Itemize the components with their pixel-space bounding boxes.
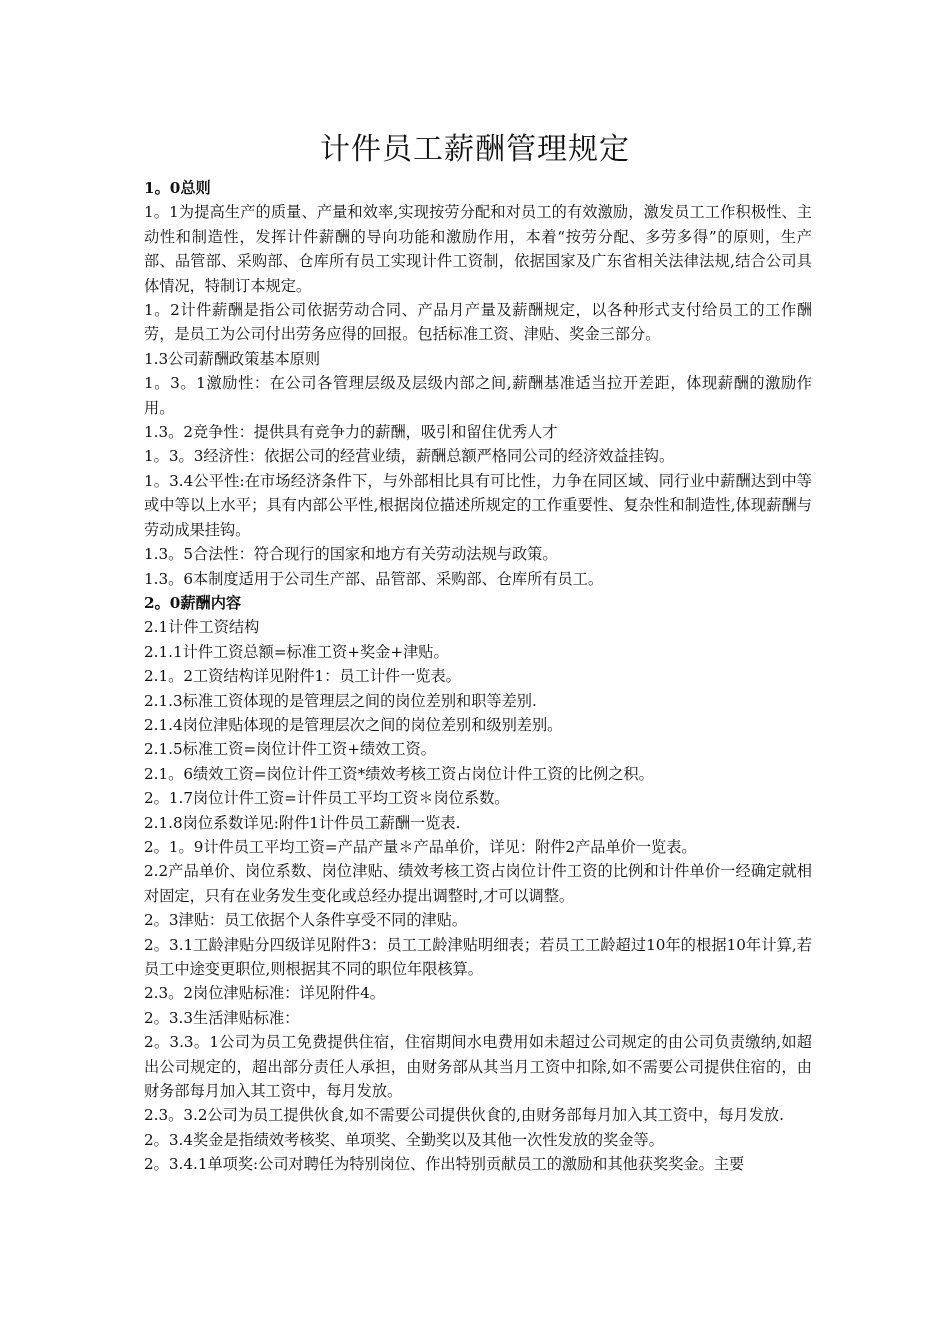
paragraph: 1。1为提高生产的质量、产量和效率,实现按劳分配和对员工的有效激励，激发员工工作积极性、主动性和制造性，发挥计件薪酬的导向功能和激励作用，本着“按劳分配、多劳多得”的原则，生产部、品管部、采购部、仓库所有员工实现计件工资制，依据国家及广东省相关法律法规,结合公司具体情况，特制订本规定。 (144, 203, 812, 295)
paragraph: 2.3。2岗位津贴标准：详见附件4。 (144, 984, 385, 1003)
paragraph: 2。3.3。1公司为员工免费提供住宿，住宿期间水电费用如未超过公司规定的由公司负责缴纳,如超出公司规定的，超出部分责任人承担，由财务部从其当月工资中扣除,如不需要公司提供住宿的，由财务部每月加入其工资中，每月发放。 (144, 1033, 812, 1101)
paragraph: 1.3公司薪酬政策基本原则 (144, 349, 321, 368)
paragraph: 2.1.4岗位津贴体现的是管理层次之间的岗位差别和级别差别。 (144, 715, 563, 734)
paragraph: 1。3。3经济性：依据公司的经营业绩，薪酬总额严格同公司的经济效益挂钩。 (144, 447, 675, 466)
section-heading: 1。0总则 (144, 179, 211, 197)
paragraph: 1.3。5合法性：符合现行的国家和地方有关劳动法规与政策。 (144, 545, 558, 564)
document-title: 计件员工薪酬管理规定 (320, 132, 630, 167)
paragraph: 2.1计件工资结构 (144, 618, 260, 637)
section-heading: 2。0薪酬内容 (144, 593, 242, 612)
paragraph: 1。3.4公平性:在市场经济条件下，与外部相比具有可比性，力争在同区域、同行业中薪酬达到中等或中等以上水平；具有内部公平性,根据岗位描述所规定的工作重要性、复杂性和制造性,体现薪酬与劳动成果挂钩。 (144, 471, 812, 539)
paragraph: 2.1。2工资结构详见附件1：员工计件一览表。 (144, 667, 461, 686)
paragraph: 1。2计件薪酬是指公司依据劳动合同、产品月产量及薪酬规定，以各种形式支付给员工的工作酬劳，是员工为公司付出劳务应得的回报。包括标准工资、津贴、奖金三部分。 (144, 301, 812, 344)
paragraph: 1.3。2竞争性：提供具有竞争力的薪酬，吸引和留住优秀人才 (144, 423, 558, 442)
paragraph: 2。3.3生活津贴标准： (144, 1008, 300, 1027)
paragraph: 2。3津贴：员工依据个人条件享受不同的津贴。 (144, 911, 468, 930)
paragraph: 2.1.3标准工资体现的是管理层之间的岗位差别和职等差别. (144, 691, 537, 710)
paragraph: 2。3.4奖金是指绩效考核奖、单项奖、全勤奖以及其他一次性发放的奖金等。 (144, 1130, 664, 1149)
paragraph: 2.1.8岗位系数详见:附件1计件员工薪酬一览表. (144, 813, 461, 832)
paragraph: 2.3。3.2公司为员工提供伙食,如不需要公司提供伙食的,由财务部每月加入其工资中，每月发放. (144, 1106, 784, 1125)
paragraph: 1.3。6本制度适用于公司生产部、品管部、采购部、仓库所有员工。 (144, 569, 604, 588)
paragraph: 2.1.1计件工资总额=标准工资+奖金+津贴。 (144, 642, 449, 661)
paragraph: 2.1。6绩效工资=岗位计件工资*绩效考核工资占岗位计件工资的比例之积。 (144, 764, 654, 783)
paragraph: 2。1。9计件员工平均工资=产品产量＊产品单价，详见：附件2产品单价一览表。 (144, 837, 697, 856)
paragraph: 1。3。1激励性：在公司各管理层级及层级内部之间,薪酬基准适当拉开差距，体现薪酬的激励作用。 (144, 374, 812, 417)
paragraph: 2。3.1工龄津贴分四级详见附件3：员工工龄津贴明细表；若员工工龄超过10年的根据10年计算,若员工中途变更职位,则根据其不同的职位年限核算。 (144, 935, 812, 978)
document-body (144, 176, 812, 1177)
paragraph: 2。1.7岗位计件工资=计件员工平均工资＊岗位系数。 (144, 789, 510, 808)
paragraph: 2.1.5标准工资=岗位计件工资+绩效工资。 (144, 740, 436, 759)
paragraph: 2.2产品单价、岗位系数、岗位津贴、绩效考核工资占岗位计件工资的比例和计件单价一经确定就相对固定，只有在业务发生变化或总经办提出调整时,才可以调整。 (144, 862, 812, 905)
paragraph: 2。3.4.1单项奖:公司对聘任为特别岗位、作出特别贡献员工的激励和其他获奖奖金。主要 (144, 1155, 745, 1174)
